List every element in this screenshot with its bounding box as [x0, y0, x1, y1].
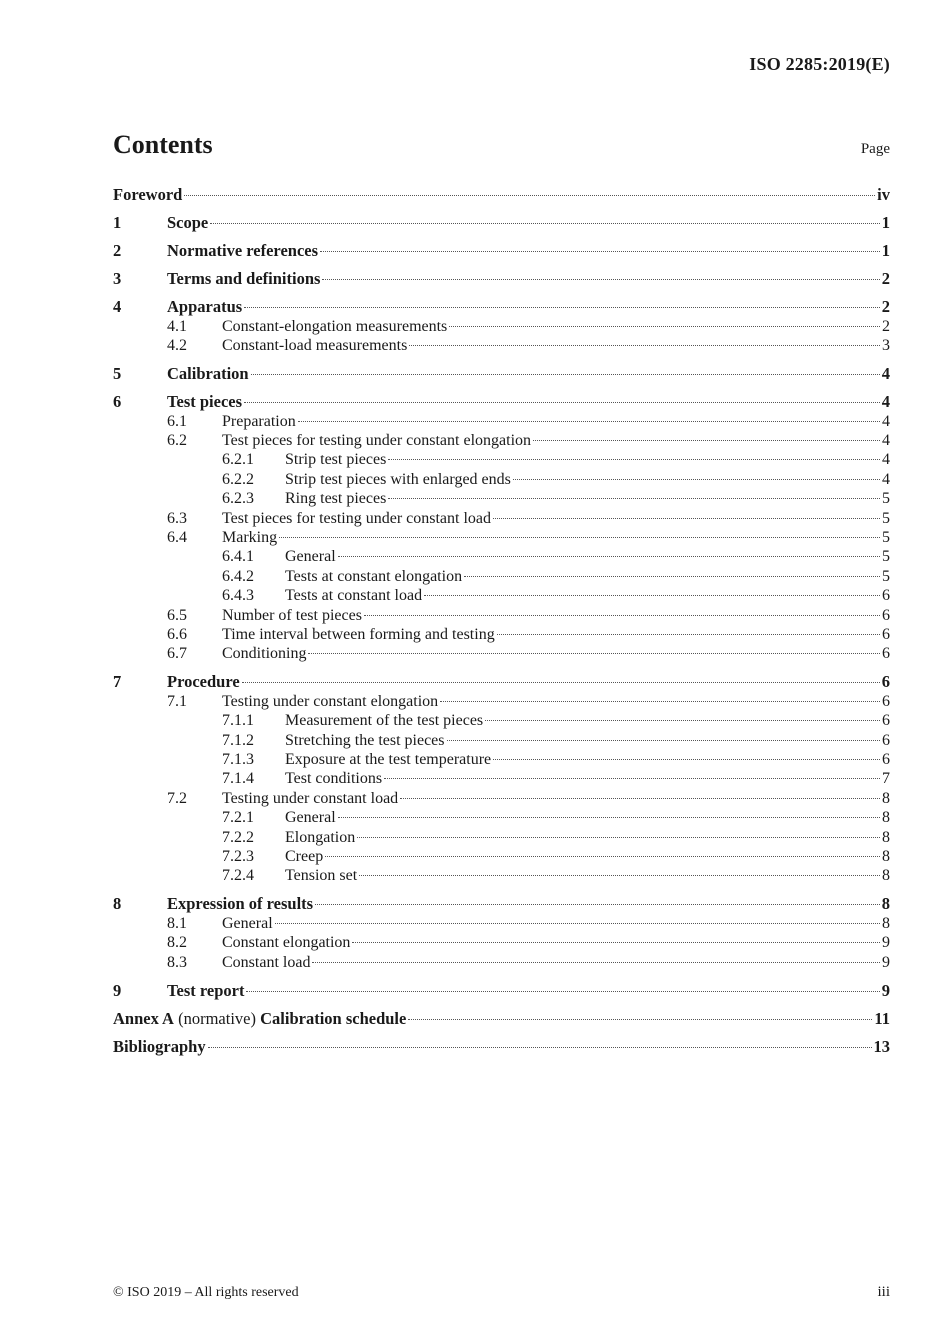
dot-leader [246, 990, 879, 992]
toc-entry-page: 6 [882, 750, 890, 768]
toc-entry-page: 2 [882, 317, 890, 335]
toc-entry[interactable] [113, 953, 890, 972]
toc-entry-number: 6.4.1 [222, 548, 254, 566]
annex-label: Annex A [113, 1008, 174, 1028]
toc-entry[interactable] [113, 625, 890, 644]
dot-leader [315, 903, 880, 905]
dot-leader [242, 681, 880, 683]
toc-entry-number: 7.1.3 [222, 750, 254, 768]
toc-entry-number: 7.1.1 [222, 712, 254, 730]
toc-entry-page: 9 [882, 953, 890, 971]
toc-entry[interactable] [113, 711, 890, 730]
toc-entry-number: 6.7 [167, 645, 187, 663]
toc-entry[interactable] [113, 981, 890, 1000]
dot-leader [447, 739, 880, 741]
toc-entry[interactable] [113, 789, 890, 808]
dot-leader [364, 614, 880, 616]
toc-entry-title: Apparatus [167, 297, 243, 317]
dot-leader [440, 700, 880, 702]
dot-leader [388, 497, 880, 499]
toc-entry-page: iv [877, 185, 890, 204]
toc-entry[interactable] [113, 269, 890, 288]
toc-entry-number: 5 [113, 364, 122, 384]
toc-entry-page: 8 [882, 828, 890, 846]
toc-entry[interactable] [113, 606, 890, 625]
toc-entry[interactable] [113, 528, 890, 547]
dot-leader [275, 922, 880, 924]
toc-entry-page: 8 [882, 914, 890, 932]
toc-entry-page: 5 [882, 490, 890, 508]
toc-entry-title: Scope [167, 213, 209, 233]
toc-entry-number: 8.1 [167, 914, 187, 932]
toc-entry-title: Marking [222, 528, 278, 546]
toc-entry[interactable] [113, 750, 890, 769]
toc-entry-number: 7.1.2 [222, 731, 254, 749]
toc-entry[interactable] [113, 1037, 890, 1056]
toc-entry-title: Preparation [222, 412, 296, 430]
dot-leader [513, 478, 880, 480]
toc-entry-page: 4 [881, 392, 890, 412]
toc-entry-title: Number of test pieces [222, 606, 362, 624]
copyright-notice: © ISO 2019 – All rights reserved [113, 1285, 299, 1300]
toc-entry-number: 7.1.4 [222, 770, 254, 788]
toc-entry-number: 8.2 [167, 934, 187, 952]
page-number: iii [877, 1284, 890, 1300]
toc-entry-number: 7 [113, 672, 122, 692]
toc-entry-number: 6.4.3 [222, 587, 254, 605]
toc-entry-number: 6.2.3 [222, 490, 254, 508]
toc-entry-page: 6 [881, 672, 890, 692]
toc-entry[interactable] [113, 769, 890, 788]
toc-entry-title: Expression of results [167, 894, 314, 914]
toc-entry-title: Terms and definitions [167, 269, 321, 289]
dot-leader [449, 325, 880, 327]
page-column-label: Page [860, 141, 890, 157]
dot-leader [325, 855, 880, 857]
dot-leader [400, 797, 880, 799]
toc-entry-number: 6.6 [167, 625, 187, 643]
toc-entry[interactable] [113, 297, 890, 316]
toc-entry-title: Procedure [167, 672, 240, 692]
toc-entry-number: 6.2.2 [222, 470, 254, 488]
toc-entry-number: 6.3 [167, 509, 187, 527]
toc-entry-page: 5 [882, 567, 890, 585]
toc-entry-page: 8 [882, 867, 890, 885]
dot-leader [338, 555, 880, 557]
dot-leader [384, 777, 880, 779]
toc-entry-title: Test pieces for testing under constant elongation [222, 432, 532, 450]
toc-entry-page: 4 [882, 412, 890, 430]
dot-leader [208, 1046, 872, 1048]
toc-entry[interactable] [113, 731, 890, 750]
document-id: ISO 2285:2019(E) [749, 54, 890, 74]
toc-entry-page: 2 [881, 269, 890, 289]
dot-leader [408, 1018, 872, 1020]
toc-entry[interactable] [113, 692, 890, 711]
toc-entry-number: 6.5 [167, 606, 187, 624]
dot-leader [357, 836, 880, 838]
toc-entry[interactable] [113, 808, 890, 827]
toc-entry[interactable] [113, 241, 890, 260]
toc-entry[interactable] [113, 470, 890, 489]
toc-entry-title: General [285, 809, 336, 827]
toc-entry-page: 6 [882, 625, 890, 643]
annex-type: (normative) [173, 1008, 261, 1028]
toc-entry-page: 4 [882, 432, 890, 450]
toc-entry-number: 4.1 [167, 317, 187, 335]
toc-entry-page: 4 [881, 364, 890, 384]
dot-leader [210, 222, 880, 224]
toc-entry-title: Test pieces [167, 392, 243, 412]
toc-entry-title: Stretching the test pieces [285, 731, 445, 749]
toc-entry-number: 7.2.1 [222, 809, 254, 827]
toc-entry-page: 6 [882, 606, 890, 624]
dot-leader [464, 575, 880, 577]
toc-entry-title: Time interval between forming and testing [222, 625, 495, 643]
toc-entry-number: 6.1 [167, 412, 187, 430]
toc-entry-title: Constant-elongation measurements [222, 317, 448, 335]
toc-entry-page: 7 [882, 770, 890, 788]
toc-entry-page: 8 [882, 809, 890, 827]
toc-entry-page: 8 [882, 847, 890, 865]
toc-entry-title: Exposure at the test temperature [285, 750, 492, 768]
toc-entry[interactable] [113, 450, 890, 469]
dot-leader [493, 758, 880, 760]
toc-entry[interactable] [113, 317, 890, 336]
toc-entry-title: Ring test pieces [285, 490, 387, 508]
dot-leader [312, 961, 880, 963]
toc-entry-number: 8 [113, 894, 122, 914]
toc-entry-number: 6.4.2 [222, 567, 254, 585]
toc-entry-page: 8 [881, 894, 890, 914]
toc-entry[interactable] [113, 567, 890, 586]
dot-leader [497, 633, 880, 635]
toc-entry[interactable] [113, 213, 890, 232]
dot-leader [485, 719, 880, 721]
toc-entry[interactable] [113, 185, 890, 204]
toc-entry-title: Measurement of the test pieces [285, 712, 484, 730]
toc-entry-page: 3 [882, 337, 890, 355]
toc-entry-page: 5 [882, 528, 890, 546]
toc-entry-number: 1 [113, 213, 122, 233]
toc-entry-page: 5 [882, 548, 890, 566]
dot-leader [352, 941, 880, 943]
toc-entry[interactable] [113, 412, 890, 431]
toc-entry-page: 6 [882, 692, 890, 710]
dot-leader [359, 874, 880, 876]
toc-entry-number: 4 [113, 297, 122, 317]
toc-entry-number: 7.2 [167, 789, 187, 807]
toc-entry-number: 7.2.3 [222, 847, 254, 865]
toc-entry[interactable] [113, 1009, 890, 1028]
toc-entry-number: 6.2.1 [222, 451, 254, 469]
toc-entry-title: Test report [167, 980, 245, 1000]
toc-entry-page: 6 [882, 587, 890, 605]
toc-entry-page: 4 [882, 470, 890, 488]
toc-entry-title: Normative references [167, 241, 319, 261]
toc-entry-page: 13 [873, 1036, 890, 1056]
toc-entry-number: 6.4 [167, 528, 187, 546]
toc-entry-number: 6.2 [167, 432, 187, 450]
dot-leader [533, 439, 880, 441]
page-title: Contents [113, 130, 213, 159]
toc-entry-title: Creep [285, 847, 324, 865]
dot-leader [322, 278, 879, 280]
toc-entry-page: 1 [881, 213, 890, 233]
toc-entry-page: 6 [882, 645, 890, 663]
toc-entry-title: Constant elongation [222, 934, 351, 952]
toc-entry-page: 1 [881, 241, 890, 261]
toc-entry-title: Test conditions [285, 770, 383, 788]
toc-entry-page: 9 [881, 980, 890, 1000]
toc-entry-title [113, 1009, 406, 1028]
toc-entry-title: Strip test pieces [285, 451, 387, 469]
toc-entry[interactable] [113, 336, 890, 355]
toc-entry-title: Test pieces for testing under constant load [222, 509, 492, 527]
dot-leader [244, 306, 880, 308]
toc-entry-number: 6 [113, 392, 122, 412]
toc-entry[interactable] [113, 866, 890, 885]
dot-leader [424, 594, 880, 596]
toc-entry-title: Tests at constant load [285, 587, 423, 605]
toc-entry[interactable] [113, 828, 890, 847]
annex-title: Calibration schedule [260, 1008, 407, 1028]
dot-leader [320, 250, 880, 252]
toc-entry[interactable] [113, 509, 890, 528]
toc-entry[interactable] [113, 392, 890, 411]
toc-entry-title: Tests at constant elongation [285, 567, 463, 585]
dot-leader [338, 816, 880, 818]
toc-entry-number: 2 [113, 241, 122, 261]
toc-entry[interactable] [113, 894, 890, 913]
toc-entry[interactable] [113, 547, 890, 566]
toc-entry-title: General [222, 914, 273, 932]
dot-leader [244, 401, 880, 403]
toc-entry-page: 6 [882, 731, 890, 749]
dot-leader [298, 420, 880, 422]
dot-leader [493, 517, 880, 519]
toc-entry-number: 9 [113, 980, 122, 1000]
toc-entry[interactable] [113, 364, 890, 383]
toc-entry-number: 7.2.2 [222, 828, 254, 846]
toc-entry-page: 9 [882, 934, 890, 952]
toc-entry-title: Conditioning [222, 645, 307, 663]
toc-entry-title: Foreword [113, 185, 183, 204]
toc-entry-title: Constant load [222, 953, 311, 971]
toc-entry-number: 7.1 [167, 692, 187, 710]
toc-entry-page: 11 [874, 1008, 890, 1028]
toc-entry-title: Calibration [167, 364, 249, 384]
toc-entry-title: Tension set [285, 867, 358, 885]
toc-entry-number: 3 [113, 269, 122, 289]
toc-entry[interactable] [113, 847, 890, 866]
toc-entry-title: Bibliography [113, 1036, 206, 1056]
toc-entry[interactable] [113, 586, 890, 605]
toc-entry-page: 8 [882, 789, 890, 807]
toc-entry-title: General [285, 548, 336, 566]
dot-leader [388, 458, 880, 460]
toc-entry-title: Testing under constant load [222, 789, 399, 807]
toc-entry[interactable] [113, 489, 890, 508]
toc-entry-title: Testing under constant elongation [222, 692, 439, 710]
toc-entry-title: Strip test pieces with enlarged ends [285, 470, 511, 488]
dot-leader [279, 536, 880, 538]
toc-entry-number: 7.2.4 [222, 867, 254, 885]
toc-entry-page: 5 [882, 509, 890, 527]
toc-entry-page: 6 [882, 712, 890, 730]
dot-leader [184, 194, 875, 196]
toc-entry-number: 4.2 [167, 337, 187, 355]
toc-entry-page: 4 [882, 451, 890, 469]
dot-leader [409, 344, 880, 346]
toc-entry[interactable] [113, 914, 890, 933]
toc-entry-number: 8.3 [167, 953, 187, 971]
toc-entry[interactable] [113, 431, 890, 450]
toc-entry-page: 2 [881, 297, 890, 317]
table-of-contents [113, 185, 890, 1056]
toc-entry[interactable] [113, 933, 890, 952]
toc-entry-title: Constant-load measurements [222, 337, 408, 355]
dot-leader [251, 373, 880, 375]
toc-entry[interactable] [113, 644, 890, 663]
toc-entry-title: Elongation [285, 828, 356, 846]
dot-leader [308, 652, 880, 654]
toc-entry[interactable] [113, 672, 890, 691]
